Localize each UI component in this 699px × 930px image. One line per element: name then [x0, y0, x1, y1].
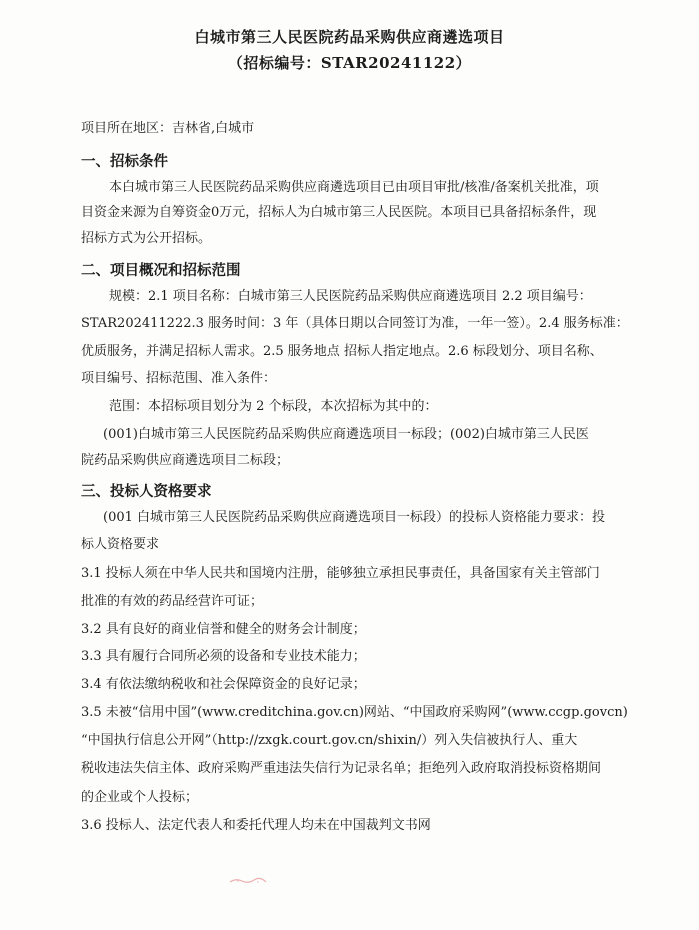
paragraph-line: 规模：2.1 项目名称：白城市第三人民医院药品采购供应商遴选项目 2.2 项目编号： — [109, 289, 592, 304]
section-heading-project-overview: 二、项目概况和招标范围 — [81, 262, 241, 279]
paragraph-line: 院药品采购供应商遴选项目二标段； — [81, 453, 290, 468]
paragraph-line: 范围：本招标项目划分为 2 个标段，本次招标为其中的： — [109, 399, 438, 414]
paragraph-line: 批准的有效的药品经营许可证； — [81, 594, 264, 609]
paragraph-line: 招标方式为公开招标。 — [81, 231, 212, 246]
project-location: 项目所在地区：吉林省,白城市 — [81, 121, 255, 136]
paragraph-line: (001)白城市第三人民医院药品采购供应商遴选项目一标段；(002)白城市第三人民医 — [103, 427, 589, 442]
paragraph-line: “中国执行信息公开网”（http://zxgk.court.gov.cn/shixin/）列入失信被执行人、重大 — [81, 733, 578, 748]
paragraph-line: 3.3 具有履行合同所必须的设备和专业技术能力； — [81, 649, 366, 664]
paragraph-line: (001 白城市第三人民医院药品采购供应商遴选项目一标段）的投标人资格能力要求：投 — [103, 510, 606, 525]
paragraph-line: 3.1 投标人须在中华人民共和国境内注册，能够独立承担民事责任，具备国家有关主管部门 — [81, 566, 600, 581]
section-heading-tender-conditions: 一、招标条件 — [81, 153, 168, 170]
paragraph-line: 目资金来源为自筹资金0万元，招标人为白城市第三人民医院。本项目已具备招标条件，现 — [81, 205, 597, 220]
document-title: 白城市第三人民医院药品采购供应商遴选项目 — [194, 28, 505, 46]
paragraph-line: 优质服务，并满足招标人需求。2.5 服务地点 招标人指定地点。2.6 标段划分、项目名称、 — [81, 344, 603, 359]
paragraph-line: 3.4 有依法缴纳税收和社会保障资金的良好记录； — [81, 677, 366, 692]
paragraph-line: 3.2 具有良好的商业信誉和健全的财务会计制度； — [81, 622, 366, 637]
paragraph-line: 的企业或个人投标； — [81, 790, 199, 805]
paragraph-line: 标人资格要求 — [81, 537, 160, 552]
paragraph-line: 项目编号、招标范围、准入条件： — [81, 371, 277, 386]
stamp-mark — [228, 876, 268, 886]
section-heading-bidder-qualifications: 三、投标人资格要求 — [81, 483, 212, 500]
paragraph-line: 本白城市第三人民医院药品采购供应商遴选项目已由项目审批/核准/备案机关批准，项 — [109, 180, 599, 195]
tender-number: （招标编号：STAR20241122） — [227, 54, 472, 72]
paragraph-line: 3.5 未被“信用中国”(www.creditchina.gov.cn)网站、“中国政府采购网”(www.ccgp.govcn) — [81, 705, 628, 720]
paragraph-line: 税收违法失信主体、政府采购严重违法失信行为记录名单；拒绝列入政府取消投标资格期间 — [81, 761, 602, 776]
paragraph-line: STAR202411222.3 服务时间：3 年（具体日期以合同签订为准，一年一签）。2.4 服务标准： — [81, 316, 629, 331]
paragraph-line: 3.6 投标人、法定代表人和委托代理人均未在中国裁判文书网 — [81, 818, 431, 833]
